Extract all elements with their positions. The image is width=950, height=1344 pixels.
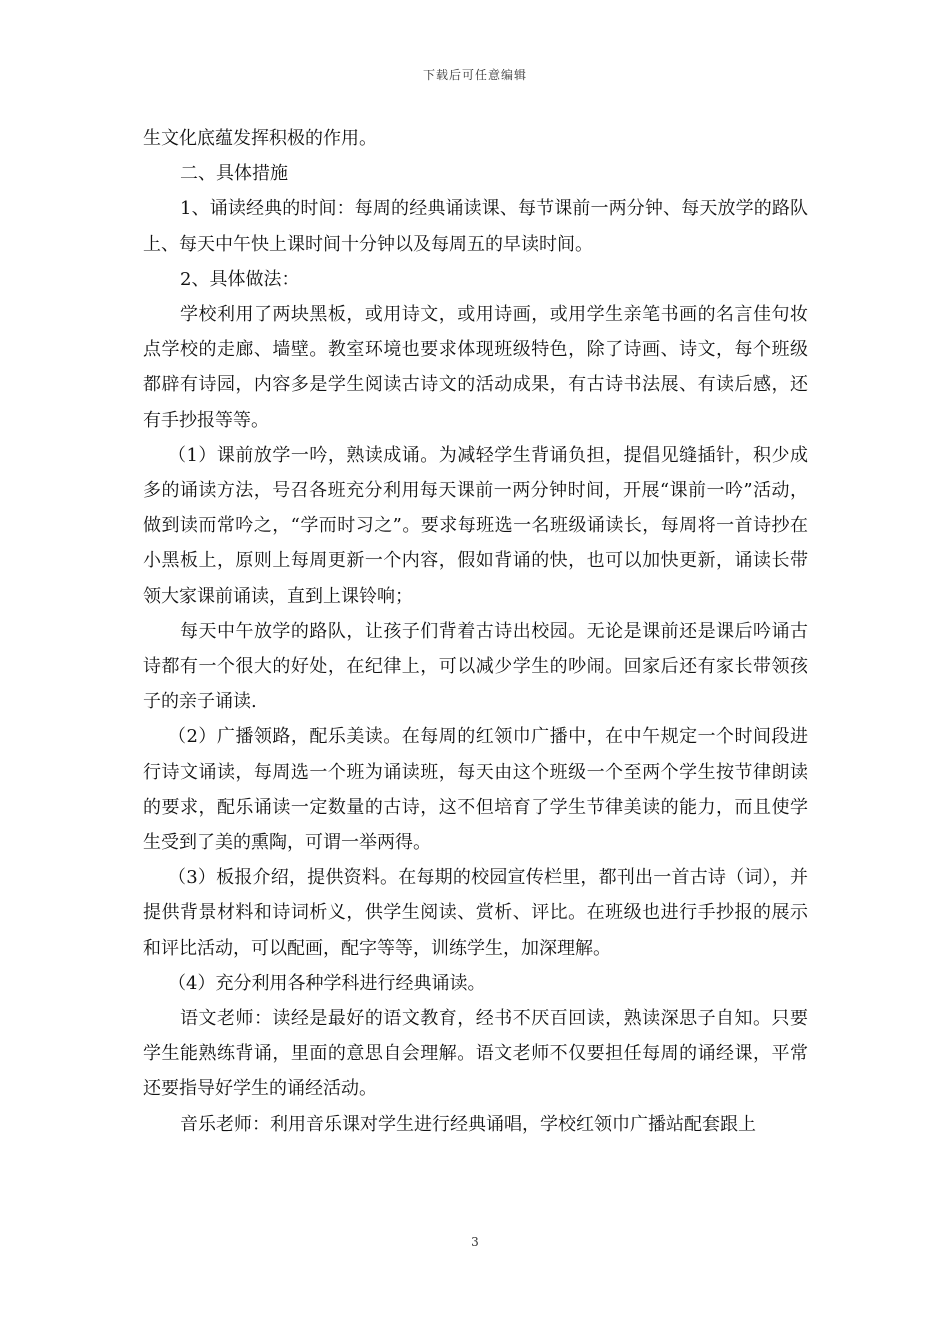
document-body — [143, 121, 808, 1142]
paragraph-continuation: 生文化底蕴发挥积极的作用。 — [143, 128, 377, 149]
page-number: 3 — [471, 1235, 479, 1249]
paragraph-item-2: （2）广播领路，配乐美读。在每周的红领巾广播中，在中午规定一个时间段进行诗文诵读，每周选一个班为诵读班，每天由这个班级一个至两个学生按节律朗读的要求，配乐诵读一定数量的古诗，这不但培育了学生节律美读的能力，而且使学生受到了美的熏陶，可谓一举两得。 — [143, 726, 808, 854]
paragraph-reading-time: 1、诵读经典的时间：每周的经典诵读课、每节课前一两分钟、每天放学的路队上、每天中午快上课时间十分钟以及每周五的早读时间。 — [143, 198, 808, 255]
paragraph-music-teacher: 音乐老师：利用音乐课对学生进行经典诵唱，学校红领巾广播站配套跟上 — [180, 1113, 756, 1135]
paragraph-chinese-teacher: 语文老师：读经是最好的语文教育，经书不厌百回读，熟读深思子自知。只要学生能熟练背诵，里面的意思自会理解。语文老师不仅要担任每周的诵经课，平常还要指导好学生的诵经活动。 — [143, 1008, 808, 1100]
paragraph-methods-heading: 2、具体做法： — [180, 268, 300, 290]
paragraph-item-1: （1）课前放学一吟，熟读成诵。为减轻学生背诵负担，提倡见缝插针，积少成多的诵读方法，号召各班充分利用每天课前一两分钟时间，开展“课前一吟”活动，做到读而常吟之，“学而时习之”。要求每班选一名班级诵读长，每周将一首诗抄在小黑板上，原则上每周更新一个内容，假如背诵的快，也可以加快更新，诵读长带领大家课前诵读，直到上课铃响； — [143, 444, 808, 607]
paragraph-item-4: （4）充分利用各种学科进行经典诵读。 — [168, 972, 486, 994]
paragraph-noon-queue: 每天中午放学的路队，让孩子们背着古诗出校园。无论是课前还是课后吟诵古诗都有一个很大的好处，在纪律上，可以减少学生的吵闹。回家后还有家长带领孩子的亲子诵读. — [143, 620, 808, 713]
paragraph-school-environment: 学校利用了两块黑板，或用诗文，或用诗画，或用学生亲笔书画的名言佳句妆点学校的走廊、墙壁。教室环境也要求体现班级特色，除了诗画、诗文，每个班级都辟有诗园，内容多是学生阅读古诗文的活动成果，有古诗书法展、有读后感，还有手抄报等等。 — [143, 304, 808, 431]
paragraph-item-3: （3）板报介绍，提供资料。在每期的校园宣传栏里，都刊出一首古诗（词），并提供背景材料和诗词析义，供学生阅读、赏析、评比。在班级也进行手抄报的展示和评比活动，可以配画，配字等等，训练学生，加深理解。 — [143, 867, 808, 959]
page-header: 下载后可任意编辑 — [422, 68, 527, 82]
section-heading-measures: 二、具体措施 — [180, 163, 288, 185]
